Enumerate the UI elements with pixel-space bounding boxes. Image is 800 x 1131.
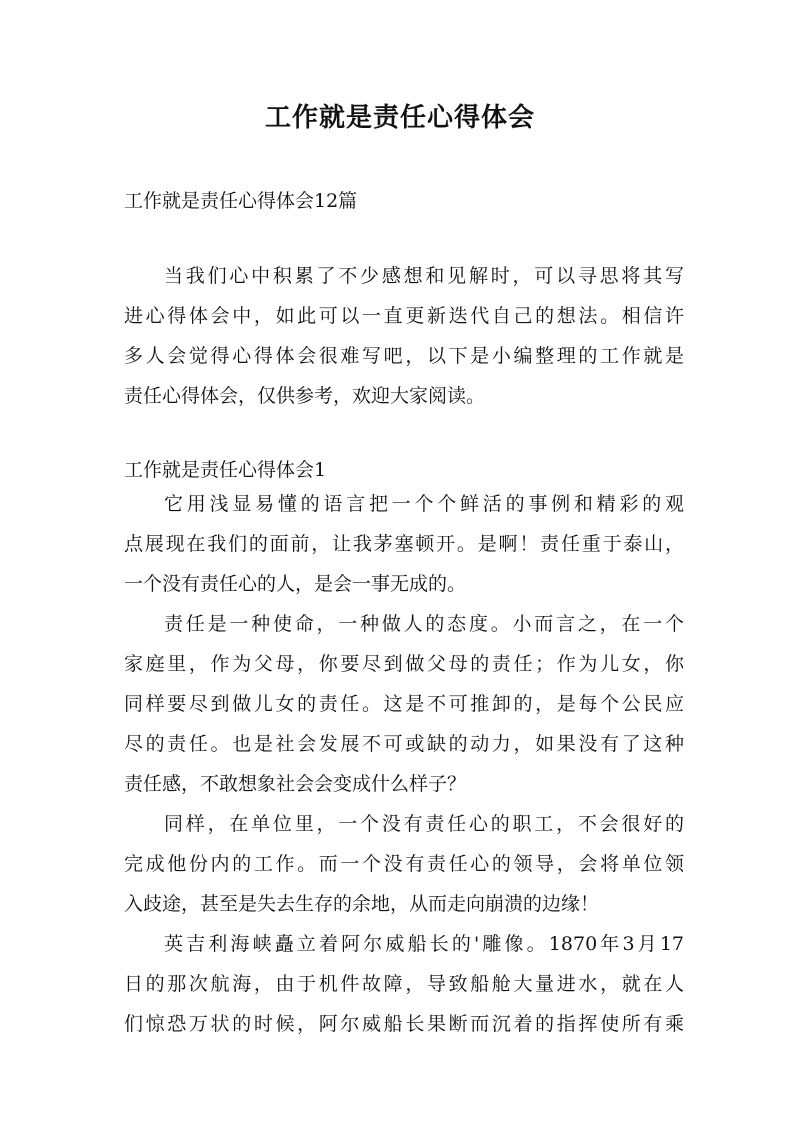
body-line: 尽的责任。也是社会发展不可或缺的动力，如果没有了这种 [124,733,684,755]
body-line: 同样要尽到做儿女的责任。这是不可推卸的，是每个公民应 [124,693,684,715]
body-line: 家庭里，作为父母，你要尽到做父母的责任；作为儿女，你 [124,653,684,675]
body-line: 同样，在单位里，一个没有责任心的职工，不会很好的 [164,813,684,835]
intro-line: 当我们心中积累了不少感想和见解时，可以寻思将其写 [164,265,684,287]
document-title: 工作就是责任心得体会 [264,103,535,133]
body-line: 日的那次航海，由于机件故障，导致船舱大量进水，就在人 [124,973,684,995]
body-line: 完成他份内的工作。而一个没有责任心的领导，会将单位领 [124,853,684,875]
body-line: 责任是一种使命，一种做人的态度。小而言之，在一个 [164,613,684,635]
intro-line: 进心得体会中，如此可以一直更新迭代自己的想法。相信许 [124,305,684,327]
body-line: 英吉利海峡矗立着阿尔威船长的'雕像。1870年3月17 [164,933,684,955]
document-subtitle: 工作就是责任心得体会12篇 [124,190,358,212]
section-heading: 工作就是责任心得体会1 [124,459,327,481]
body-line: 们惊恐万状的时候，阿尔威船长果断而沉着的指挥使所有乘 [124,1013,684,1035]
body-line: 责任感，不敢想象社会会变成什么样子？ [124,773,467,795]
body-line: 入歧途，甚至是失去生存的余地，从而走向崩溃的边缘！ [124,893,600,915]
body-line: 一个没有责任心的人，是会一事无成的。 [124,573,467,595]
intro-line: 责任心得体会，仅供参考，欢迎大家阅读。 [124,385,486,407]
intro-line: 多人会觉得心得体会很难写吧，以下是小编整理的工作就是 [124,345,684,367]
body-line: 点展现在我们的面前，让我茅塞顿开。是啊！责任重于泰山， [124,533,684,555]
body-line: 它用浅显易懂的语言把一个个鲜活的事例和精彩的观 [164,493,684,515]
